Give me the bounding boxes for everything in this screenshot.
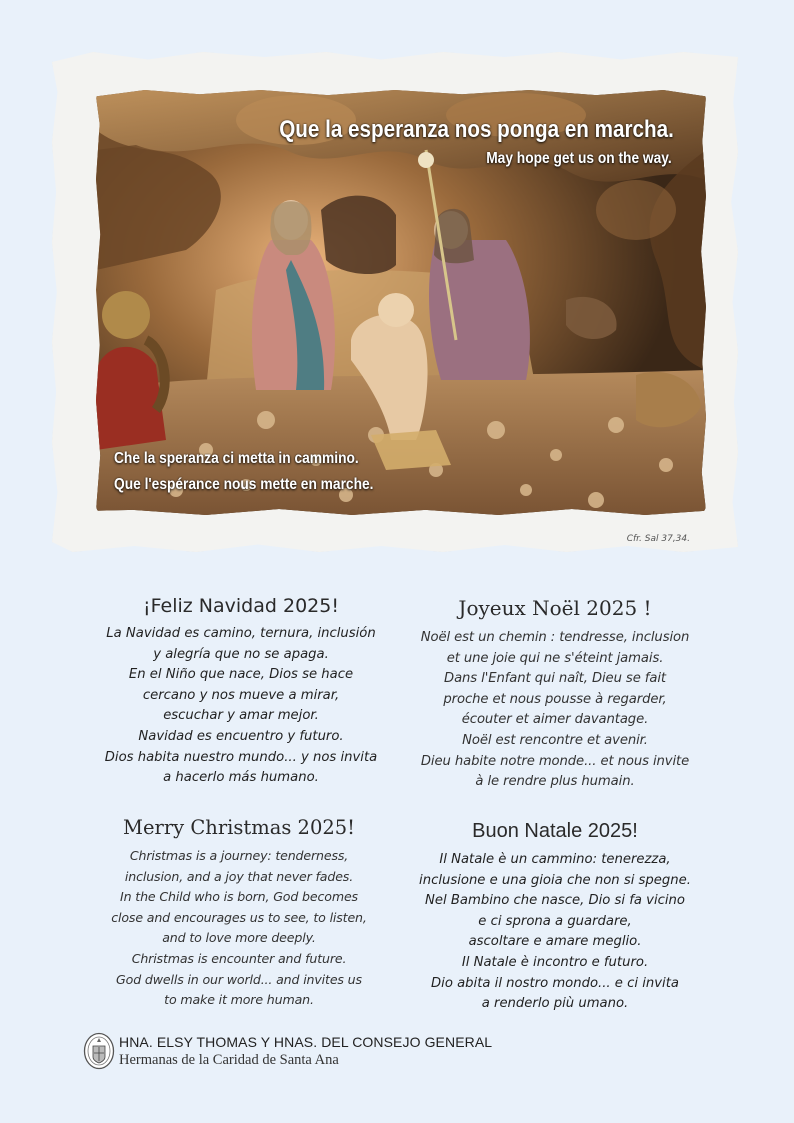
greeting-line-fr-2: et une joie qui ne s'éteint jamais. <box>446 650 664 666</box>
greeting-line-it-1: Il Natale è un cammino: tenerezza, <box>439 852 671 867</box>
greeting-line-fr-3: Dans l'Enfant qui naît, Dieu se fait <box>444 671 666 687</box>
greeting-line-fr-4: proche et nous pousse à regarder, <box>443 691 667 707</box>
greeting-line-es-3: En el Niño que nace, Dios se hace <box>128 667 354 683</box>
greeting-line-en-4: close and encourages us to see, to listen, <box>111 909 367 925</box>
greeting-line-es-1: La Navidad es camino, ternura, inclusión <box>106 626 376 641</box>
bible-citation: Cfr. Sal 37,34. <box>626 534 690 544</box>
greeting-line-it-4: e ci sprona a guardare, <box>478 913 632 929</box>
greeting-line-fr-6: Noël est rencontre et avenir. <box>462 732 648 748</box>
greeting-line-it-6: Il Natale è incontro e futuro. <box>461 954 649 970</box>
greeting-line-en-7: God dwells in our world... and invites us <box>116 971 362 987</box>
greeting-line-fr-8: à le rendre plus humain. <box>475 774 635 790</box>
greeting-spanish <box>86 592 396 789</box>
greeting-line-it-5: ascoltare e amare meglio. <box>468 934 642 950</box>
greeting-italian <box>400 818 710 1015</box>
greeting-line-es-8: a hacerlo más humano. <box>163 770 319 786</box>
greeting-line-fr-7: Dieu habite notre monde... et nous invite <box>420 753 690 769</box>
greeting-line-es-5: escuchar y amar mejor. <box>163 708 319 724</box>
greeting-line-fr-5: écouter et aimer davantage. <box>461 712 649 728</box>
signature-line-1: HNA. ELSY THOMAS Y HNAS. DEL CONSEJO GENERAL <box>119 1034 493 1050</box>
greeting-line-en-1: Christmas is a journey: tenderness, <box>129 848 349 863</box>
greeting-title-en: Merry Christmas 2025! <box>122 816 356 839</box>
greeting-line-en-3: In the Child who is born, God becomes <box>120 889 358 905</box>
greeting-line-es-6: Navidad es encuentro y futuro. <box>138 728 344 744</box>
greeting-line-es-4: cercano y nos mueve a mirar, <box>142 687 340 703</box>
photo-caption-en: May hope get us on the way. <box>486 150 672 167</box>
greeting-line-es-7: Dios habita nuestro mundo... y nos invita <box>104 749 378 765</box>
greeting-line-it-8: a renderlo più umano. <box>481 996 629 1012</box>
greeting-line-en-8: to make it more human. <box>164 992 314 1008</box>
photo-caption-fr: Que l'espérance nous mette en marche. <box>114 476 374 493</box>
greeting-line-it-3: Nel Bambino che nasce, Dio si fa vicino <box>425 893 685 909</box>
photo-caption-es: Que la esperanza nos ponga en marcha. <box>279 116 674 143</box>
greeting-english <box>84 814 394 1011</box>
greeting-line-en-6: Christmas is encounter and future. <box>131 950 347 966</box>
greeting-title-fr: Joyeux Noël 2025 ! <box>458 596 652 620</box>
greeting-french <box>400 594 710 793</box>
greeting-line-it-2: inclusione e una gioia che non si spegne. <box>419 872 691 888</box>
photo-caption-it: Che la speranza ci metta in cammino. <box>114 450 359 467</box>
greeting-line-fr-1: Noël est un chemin : tendresse, inclusion <box>420 630 690 645</box>
greeting-line-it-7: Dio abita il nostro mondo... e ci invita <box>431 975 679 991</box>
greeting-title-it: Buon Natale 2025! <box>472 820 638 842</box>
signature-line-2: Hermanas de la Caridad de Santa Ana <box>119 1052 339 1068</box>
greeting-title-es: ¡Feliz Navidad 2025! <box>143 595 339 617</box>
greeting-line-en-2: inclusion, and a joy that never fades. <box>124 868 354 884</box>
greeting-line-es-2: y alegría que no se apaga. <box>153 646 329 662</box>
congregation-seal-icon <box>83 1032 115 1070</box>
greeting-line-en-5: and to love more deeply. <box>162 930 316 946</box>
